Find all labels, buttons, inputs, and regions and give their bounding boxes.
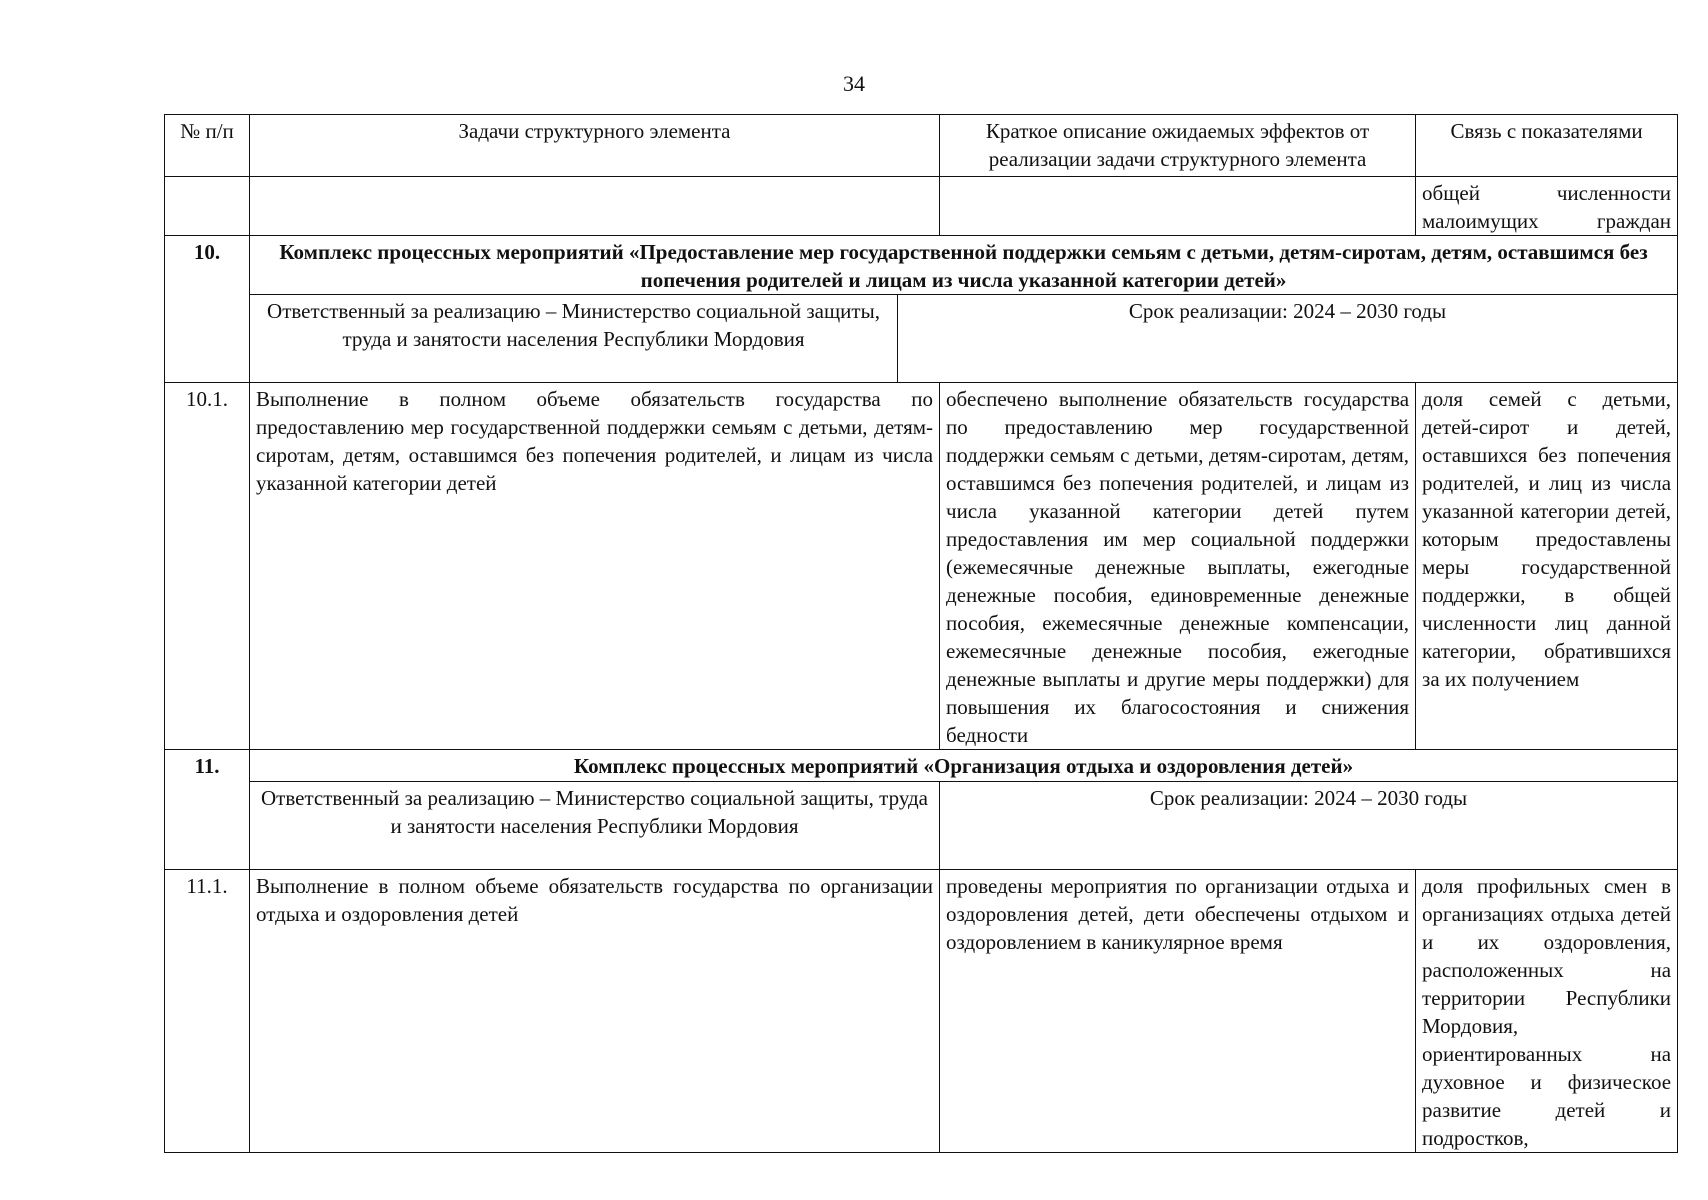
section-11-meta-row (165, 782, 1678, 870)
section-10-period: Срок реализации: 2024 – 2030 годы (898, 295, 1678, 383)
section-11-period: Срок реализации: 2024 – 2030 годы (940, 782, 1678, 870)
row-10-1-num: 10.1. (165, 383, 250, 750)
section-11-title-row (165, 750, 1678, 782)
row-10-1-effect: обеспечено выполнение обязательств государства по предоставлению мер государственной поддержки семьям с детьми, детям-сиротам, детям, оставшимся без попечения родителей, и лицам из числа указанной категории детей путем предоставления им мер социальной поддержки (ежемесячные денежные выплаты, ежегодные денежные пособия, единовременные денежные пособия, ежемесячные денежные компенсации, ежемесячные денежные пособия, ежегодные денежные выплаты и другие меры поддержки) для повышения их благосостояния и снижения бедности (940, 383, 1416, 750)
row-10-1-task: Выполнение в полном объеме обязательств государства по предоставлению мер государственной поддержки семьям с детьми, детям-сиротам, детям, оставшимся без попечения родителей, и лицам из числа указанной категории детей (250, 383, 940, 750)
section-11-responsible: Ответственный за реализацию – Министерство социальной защиты, труда и занятости населения Республики Мордовия (250, 782, 940, 870)
section-11-title: Комплекс процессных мероприятий «Организация отдыха и оздоровления детей» (250, 750, 1678, 782)
continuation-effect (940, 177, 1416, 236)
section-10-num: 10. (165, 236, 250, 383)
section-10-responsible: Ответственный за реализацию – Министерство социальной защиты, труда и занятости населения Республики Мордовия (250, 295, 898, 383)
section-10-meta-row (165, 295, 1678, 383)
tasks-table (164, 114, 1678, 1153)
table-header-row (165, 115, 1678, 177)
continuation-task (250, 177, 940, 236)
row-11-1-indicator: доля профильных смен в организациях отдыха детей и их оздоровления, расположенных на территории Республики Мордовия, ориентированных на духовное и физическое развитие детей и подростков, (1416, 870, 1678, 1153)
page-number: 34 (843, 71, 865, 96)
row-10-1-indicator: доля семей с детьми, детей-сирот и детей, оставшихся без попечения родителей, и лиц из числа указанной категории детей, которым предоставлены меры государственной поддержки, в общей численности лиц данной категории, обратившихся за их получением (1416, 383, 1678, 750)
table-row-11-1 (165, 870, 1678, 1153)
header-tasks: Задачи структурного элемента (250, 115, 940, 177)
header-num: № п/п (165, 115, 250, 177)
row-11-1-effect: проведены мероприятия по организации отдыха и оздоровления детей, дети обеспечены отдыхом и оздоровлением в каникулярное время (940, 870, 1416, 1153)
header-effects: Краткое описание ожидаемых эффектов от реализации задачи структурного элемента (940, 115, 1416, 177)
continuation-row (165, 177, 1678, 236)
section-11-num: 11. (165, 750, 250, 870)
continuation-num (165, 177, 250, 236)
row-11-1-num: 11.1. (165, 870, 250, 1153)
table-row-10-1 (165, 383, 1678, 750)
header-indicators: Связь с показателями (1416, 115, 1678, 177)
section-10-title-row (165, 236, 1678, 295)
section-10-title: Комплекс процессных мероприятий «Предоставление мер государственной поддержки семьям с детьми, детям-сиротам, детям, оставшимся без попечения родителей и лицам из числа указанной категории детей» (250, 236, 1678, 295)
continuation-indicator: общей численности малоимущих граждан (1416, 177, 1678, 236)
row-11-1-task: Выполнение в полном объеме обязательств государства по организации отдыха и оздоровления детей (250, 870, 940, 1153)
